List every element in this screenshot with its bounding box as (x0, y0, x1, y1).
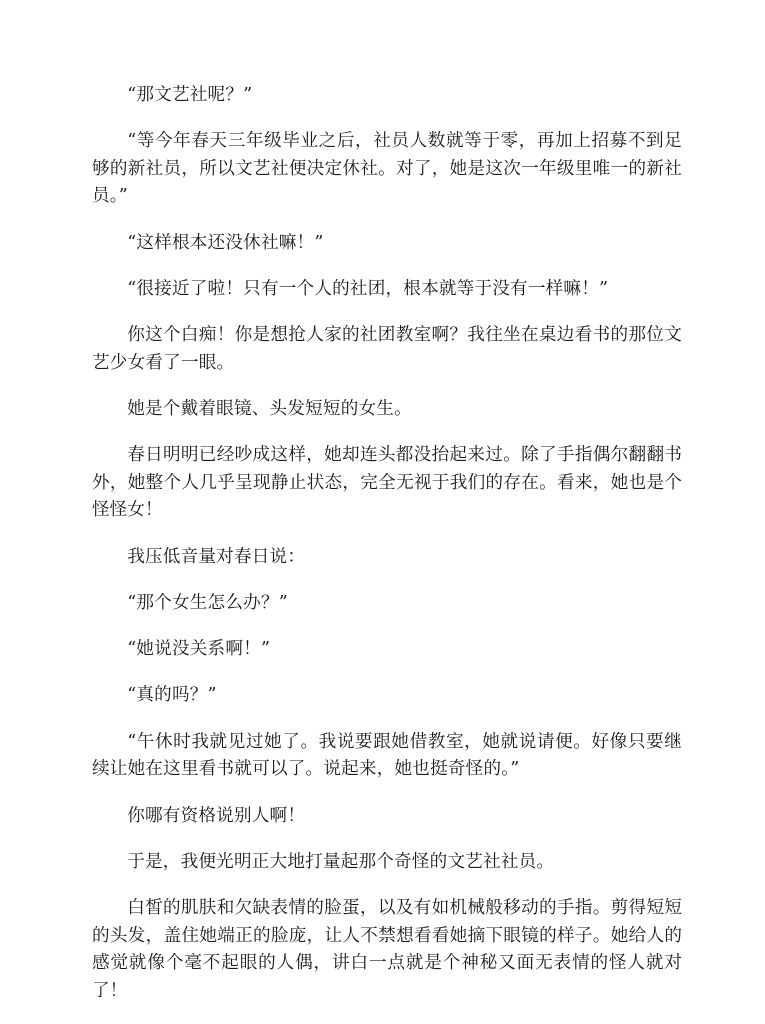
paragraph-6: 她是个戴着眼镜、头发短短的女生。 (127, 398, 412, 419)
paragraph-14: 于是，我便光明正大地打量起那个奇怪的文艺社社员。 (127, 851, 555, 872)
paragraph-3: “这样根本还没休社嘛！” (127, 232, 324, 253)
document-page (92, 82, 682, 1024)
paragraph-8: 我压低音量对春日说： (127, 546, 306, 567)
paragraph-9: “那个女生怎么办？” (127, 592, 288, 613)
paragraph-13: 你哪有资格说别人啊！ (127, 805, 306, 826)
paragraph-11: “真的吗？” (127, 685, 217, 706)
paragraph-7: 春日明明已经吵成这样，她却连头都没抬起来过。除了手指偶尔翻翻书外，她整个人几乎呈现静止状态，完全无视于我们的存在。看来，她也是个怪怪女！ (92, 445, 682, 521)
paragraph-12: “午休时我就见过她了。我说要跟她借教室，她就说请便。好像只要继续让她在这里看书就可以了。说起来，她也挺奇怪的。” (92, 731, 682, 780)
paragraph-2: “等今年春天三年级毕业之后，社员人数就等于零，再加上招募不到足够的新社员，所以文艺社便决定休社。对了，她是这次一年级里唯一的新社员。” (92, 131, 682, 207)
paragraph-4: “很接近了啦！只有一个人的社团，根本就等于没有一样嘛！” (127, 278, 609, 299)
paragraph-5: 你这个白痴！你是想抢人家的社团教室啊？我往坐在桌边看书的那位文艺少女看了一眼。 (92, 325, 682, 373)
paragraph-10: “她说没关系啊！” (127, 639, 271, 660)
paragraph-15: 白皙的肌肤和欠缺表情的脸蛋，以及有如机械般移动的手指。剪得短短的头发，盖住她端正的脸庞，让人不禁想看看她摘下眼镜的样子。她给人的感觉就像个毫不起眼的人偶，讲白一点就是个神秘又面无表情的怪人就对了！ (92, 898, 682, 1001)
paragraph-1: “那文艺社呢？” (127, 85, 253, 105)
